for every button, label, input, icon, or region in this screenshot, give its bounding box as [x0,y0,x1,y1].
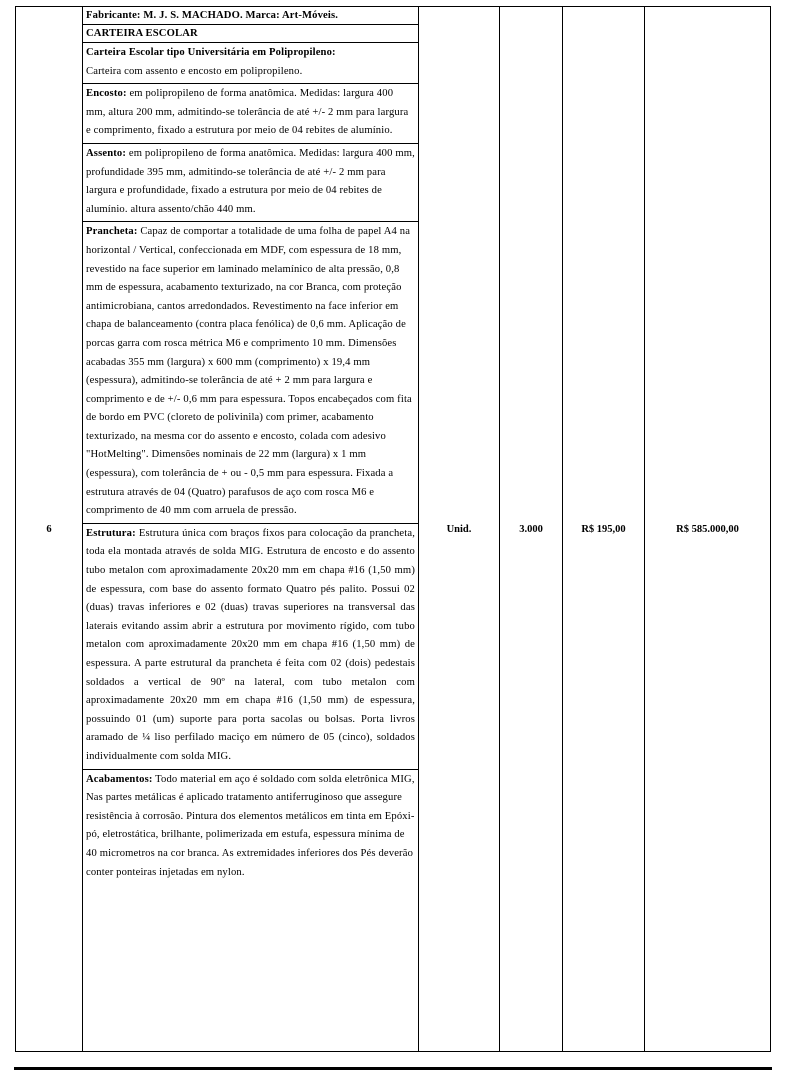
product-text: Carteira com assento e encosto em polipropileno. [86,65,303,77]
assento-text: em polipropileno de forma anatômica. Medidas: largura 400 mm, profundidade 395 mm, admitindo-se tolerância de até +/- 2 mm para largura e profundidade, fixado a estrutura por meio de 04 rebites de alumínio. altura assento/chão 440 mm. [86,147,415,215]
item-table [15,6,771,1052]
assento-label: Assento: [86,147,127,159]
acabamentos-text: Todo material em aço é soldado com solda eletrônica MIG, Nas partes metálicas é aplicado tratamento antiferruginoso que assegure resistência à corrosão. Pintura dos elementos metálicos em tinta em Epóxi-pó, eletrostática, brilhante, polimerizada em estufa, espessura mínima de 40 micrometros na cor branca. As extremidades inferiores dos Pés deverão conter ponteiras injetadas em nylon. [86,773,415,878]
assento-block [83,144,418,222]
encosto-block [83,84,418,144]
acabamentos-block [83,770,418,885]
item-total-price: R$ 585.000,00 [645,7,771,1052]
estrutura-block [83,524,418,770]
item-unit: Unid. [419,7,500,1052]
category-text: CARTEIRA ESCOLAR [86,28,198,39]
manufacturer-text: Fabricante: M. J. S. MACHADO. Marca: Art-Móveis. [86,10,339,21]
item-unit-price: R$ 195,00 [563,7,645,1052]
prancheta-block [83,222,418,524]
estrutura-text: Estrutura única com braços fixos para colocação da prancheta, toda ela montada através de solda MIG. Estrutura de encosto e do assento tubo metalon com aproximadamente 20x20 mm em chapa #16 (1,50 mm) de espessura, com base do assento formato Quatro pés palito. Possui 02 (duas) travas inferiores e 02 (duas) travas superiores na transversal das laterais evitando assim abrir a estrutura por movimento rígido, com tubo metalon com aproximadamente 20x20 mm em chapa #16 (1,50 mm) de espessura. A parte estrutural da prancheta é feita com 02 (dois) pedestais soldados a vertical de 90º na lateral, com tubo metalon com aproximadamente 20x20 mm em chapa #16 (1,50 mm) de espessura, possuindo 01 (um) suporte para porta sacolas ou bolsas. Porta livros aramado de ¼ liso perfilado maciço em número de 05 (cinco), soldados individualmente com solda MIG. [86,527,415,762]
item-number: 6 [16,7,83,1052]
item-description [83,7,419,1052]
item-quantity: 3.000 [500,7,563,1052]
prancheta-label: Prancheta: [86,226,138,238]
table-row [16,7,771,1052]
manufacturer-line [83,7,418,25]
product-title: Carteira Escolar tipo Universitária em Polipropileno: [86,47,336,58]
category-line [83,25,418,43]
estrutura-label: Estrutura: [86,527,136,539]
encosto-text: em polipropileno de forma anatômica. Medidas: largura 400 mm, altura 200 mm, admitindo-se tolerância de até +/- 2 mm para largura e comprimento, fixado a estrutura por meio de 04 rebites de alumínio. [86,88,409,137]
prancheta-text: Capaz de comportar a totalidade de uma folha de papel A4 na horizontal / Vertical, confeccionada em MDF, com espessura de 18 mm, revestido na face superior em laminado melamínico de alta pressão, 0,8 mm de espessura, acabamento texturizado, na cor Branca, com proteção antimicrobiana, cantos arredondados. Revestimento na face inferior em chapa de balanceamento (contra placa fenólica) de 0,6 mm. Aplicação de porcas garra com rosca métrica M6 e comprimento 10 mm. Dimensões acabadas 355 mm (largura) x 600 mm (comprimento) x 19,4 mm (espessura), admitindo-se tolerância de até + 2 mm para largura e comprimento e de +/- 0,6 mm para espessura. Topos encabeçados com fita de bordo em PVC (cloreto de polivinila) com primer, acabamento texturizado, na mesma cor do assento e encosto, colada com adesivo "HotMelting". Dimensões nominais de 22 mm (largura) x 1 mm (espessura), com tolerância de + ou - 0,5 mm para espessura. Fixada a estrutura através de 04 (Quatro) parafusos de aço com rosca M6 e comprimento de 40 mm com arruela de pressão. [86,226,412,517]
acabamentos-label: Acabamentos: [86,773,153,785]
product-block [83,43,418,84]
encosto-label: Encosto: [86,88,127,100]
bottom-rule [14,1067,772,1070]
